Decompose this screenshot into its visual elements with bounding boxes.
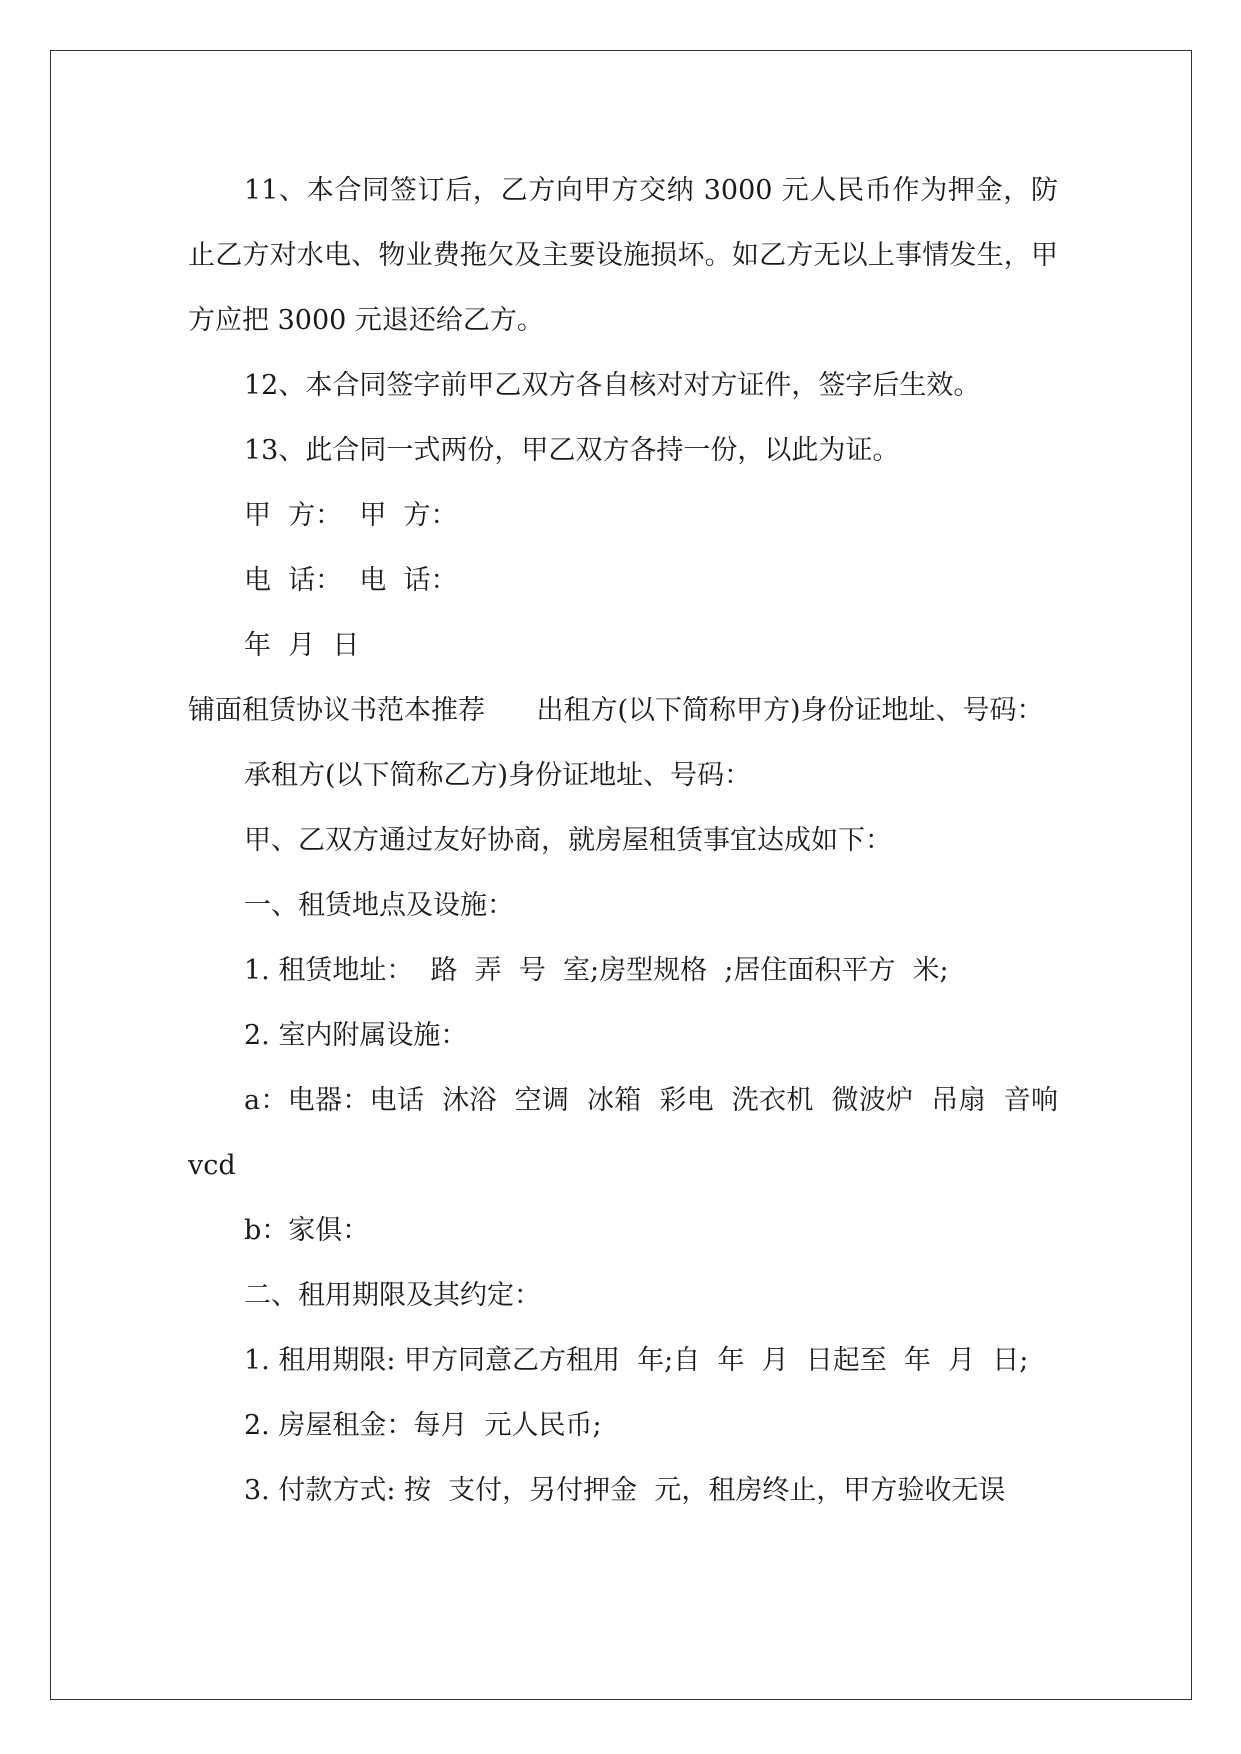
signature-date: 年 月 日 bbox=[244, 630, 360, 661]
clause-12: 12、本合同签字前甲乙双方各自核对对方证件，签字后生效。 bbox=[244, 370, 981, 401]
section-heading-1: 一、租赁地点及设施： bbox=[244, 890, 514, 921]
clause-13: 13、此合同一式两份，甲乙双方各持一份，以此为证。 bbox=[244, 435, 900, 466]
section-heading-2: 二、租用期限及其约定： bbox=[244, 1280, 541, 1311]
item-lease-term: 1. 租用期限: 甲方同意乙方租用 年;自 年 月 日起至 年 月 日; bbox=[244, 1345, 1029, 1376]
item-rent: 2. 房屋租金：每月 元人民币; bbox=[244, 1410, 602, 1441]
clause-11: 11、本合同签订后，乙方向甲方交纳 3000 元人民币作为押金，防止乙方对水电、物业费拖欠及主要设施损坏。如乙方无以上事情发生，甲方应把 3000 元退还给乙方。 bbox=[188, 175, 1058, 336]
item-payment: 3. 付款方式: 按 支付，另付押金 元，租房终止，甲方验收无误 bbox=[244, 1475, 1006, 1506]
item-facilities: 2. 室内附属设施： bbox=[244, 1020, 468, 1051]
signature-phone: 电 话： 电 话： bbox=[244, 565, 458, 596]
agreement-intro: 甲、乙双方通过友好协商，就房屋租赁事宜达成如下： bbox=[244, 825, 892, 856]
item-appliances: a：电器：电话 沐浴 空调 冰箱 彩电 洗衣机 微波炉 吊扇 音响 vcd bbox=[188, 1085, 1076, 1181]
lease-title-lessor: 铺面租赁协议书范本推荐 出租方(以下简称甲方)身份证地址、号码： bbox=[188, 695, 1044, 726]
item-furniture: b：家俱： bbox=[244, 1215, 370, 1246]
document-body bbox=[188, 158, 1076, 1523]
lessee-info: 承租方(以下简称乙方)身份证地址、号码： bbox=[244, 760, 752, 791]
signature-party-a: 甲 方： 甲 方： bbox=[244, 500, 458, 531]
item-rental-address: 1. 租赁地址： 路 弄 号 室;房型规格 ;居住面积平方 米; bbox=[244, 955, 949, 986]
